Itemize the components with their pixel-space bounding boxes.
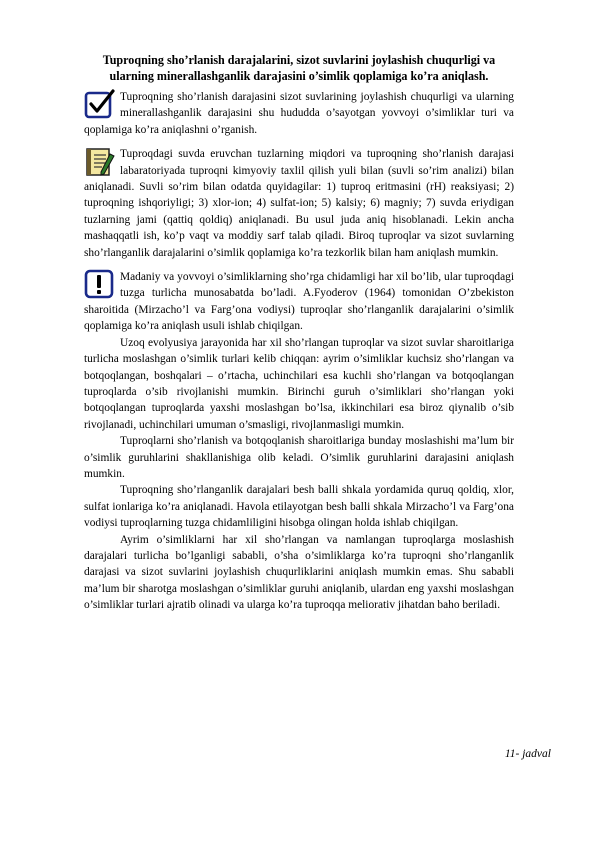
document-title: Tuproqning sho’rlanish darajalarini, sizot suvlarini joylashish chuqurligi va ularning minerallashganlik darajasini o’simlik qoplamiga ko’ra aniqlash. — [102, 53, 496, 83]
notebook-icon — [84, 146, 118, 178]
goal-block — [84, 89, 514, 138]
paragraph-adaptation: Tuproqlarni sho’rlanish va botqoqlanish sharoitlariga bunday moslashishi ma’lum bir o’simlik guruhlarini shakllanishiga olib keladi. O’simlik guruhlarini darajasini aniqlash mumkin. — [84, 435, 514, 480]
paragraph-note: Madaniy va yovvoyi o’simliklarning sho’rga chidamligi har xil bo’lib, ular tuproqdagi tuzga turlicha munosabatda bo’ladi. A.Fyoderov (1964) tomonidan O’zbekiston sharoitida (Mirzacho’l va Farg’ona vodiysi) tuproqlar sho’rlanganlik darajalarini o’simlik qoplamiga ko’ra aniqlash usuli ishlab chiqilgan. — [84, 271, 514, 333]
document-page — [84, 52, 514, 614]
paragraph-method: Tuproqdagi suvda eruvchan tuzlarning miqdori va tuproqning sho’rlanish darajasi labaratoriyada tuproqni kimyoviy taxlil qilish yuli bilan (suvli so’rim analizi) bilan aniqlanadi. Suvli so’rim bilan odatda quyidagilar: 1) tuproq eritmasini (rH) reaksiyasi; 2) tuproqning ishqoriyligi; 3) xlor-ion; 4) sulfat-ion; 5) kalsiy; 6) magniy; 7) suvda eriydigan tuzlarning jami (qattiq qoldiq) aniqlanadi. Bu usul juda aniq hisoblanadi. Lekin ancha mashaqqatli ish, ko’p vaqt va moddiy sarf talab qiladi. Biroq tuproqlar va sizot suvlarning sho’rlanganlik darajalarini o’simlik qoplamiga ko’ra tezkorlik bilan ham aniqlash mumkin. — [84, 148, 514, 259]
paragraph-scale: Tuproqning sho’rlanganlik darajalari besh balli shkala yordamida quruq qoldiq, xlor, sulfat ionlariga ko’ra aniqlanadi. Havola etilayotgan besh balli shkala Mirzacho’l va Farg’ona vodiysi tuproqlarning tuzga chidamliligini hisobga olingan holda ishlab chiqilgan. — [84, 484, 514, 530]
paragraph-goal: Tuproqning sho’rlanish darajasini sizot suvlarining joylashish chuqurligi va ularning minerallashganlik darajasini shu hududda o’sayotgan yovvoyi o’simliklar turi va qoplamiga ko’ra aniqlashni o’rganish. — [84, 91, 514, 136]
paragraph-conclusion: Ayrim o’simliklarni har xil sho’rlangan va namlangan tuproqlarga moslashish darajalari turlicha bo’lganligi sababli, o’sha o’simliklarga ko’ra tuproqni sho’rlanganlik darajasi va sizot suvlarini joylashish chuqurliklarini aniqlash mumkin emas. Shu sababli ma’lum bir sharotga moslashgan o’simliklar guruhi aniqlanib, ulardan eng yaxshi moslashgan o’simliklar turlari ajratib olinadi va ularga ko’ra tuproqqa meliorativ jihatdan baho beriladi. — [84, 533, 514, 612]
check-icon — [84, 89, 118, 121]
note-block — [84, 269, 514, 335]
exclamation-icon — [84, 269, 118, 301]
table-caption: 11- jadval — [504, 748, 551, 760]
paragraph-evolution: Uzoq evolyusiya jarayonida har xil sho’rlangan tuproqlar va sizot suvlar sharoitlariga turlicha moslashgan o’simlik turlari kelib chiqqan: ayrim o’simliklar kuchsiz sho’rlangan va botqoqlangan, boshqalari – o’rtacha, uchinchilari esa kuchli sho’rlangan va botqoqlangan tuproqlarda o’sib rivojlanishi mumkin. Birinchi guruh o’simliklari sho’rlangan yoki botqoqlangan tuproqlarda yaxshi moslashgan bo’lsa, ikkinchilari esa biroz qiynalib o’sib rivojlanadi, uchinchilari umuman o’smasligi, rivojlanmasligi mumkin. — [84, 336, 514, 431]
method-block — [84, 146, 514, 261]
